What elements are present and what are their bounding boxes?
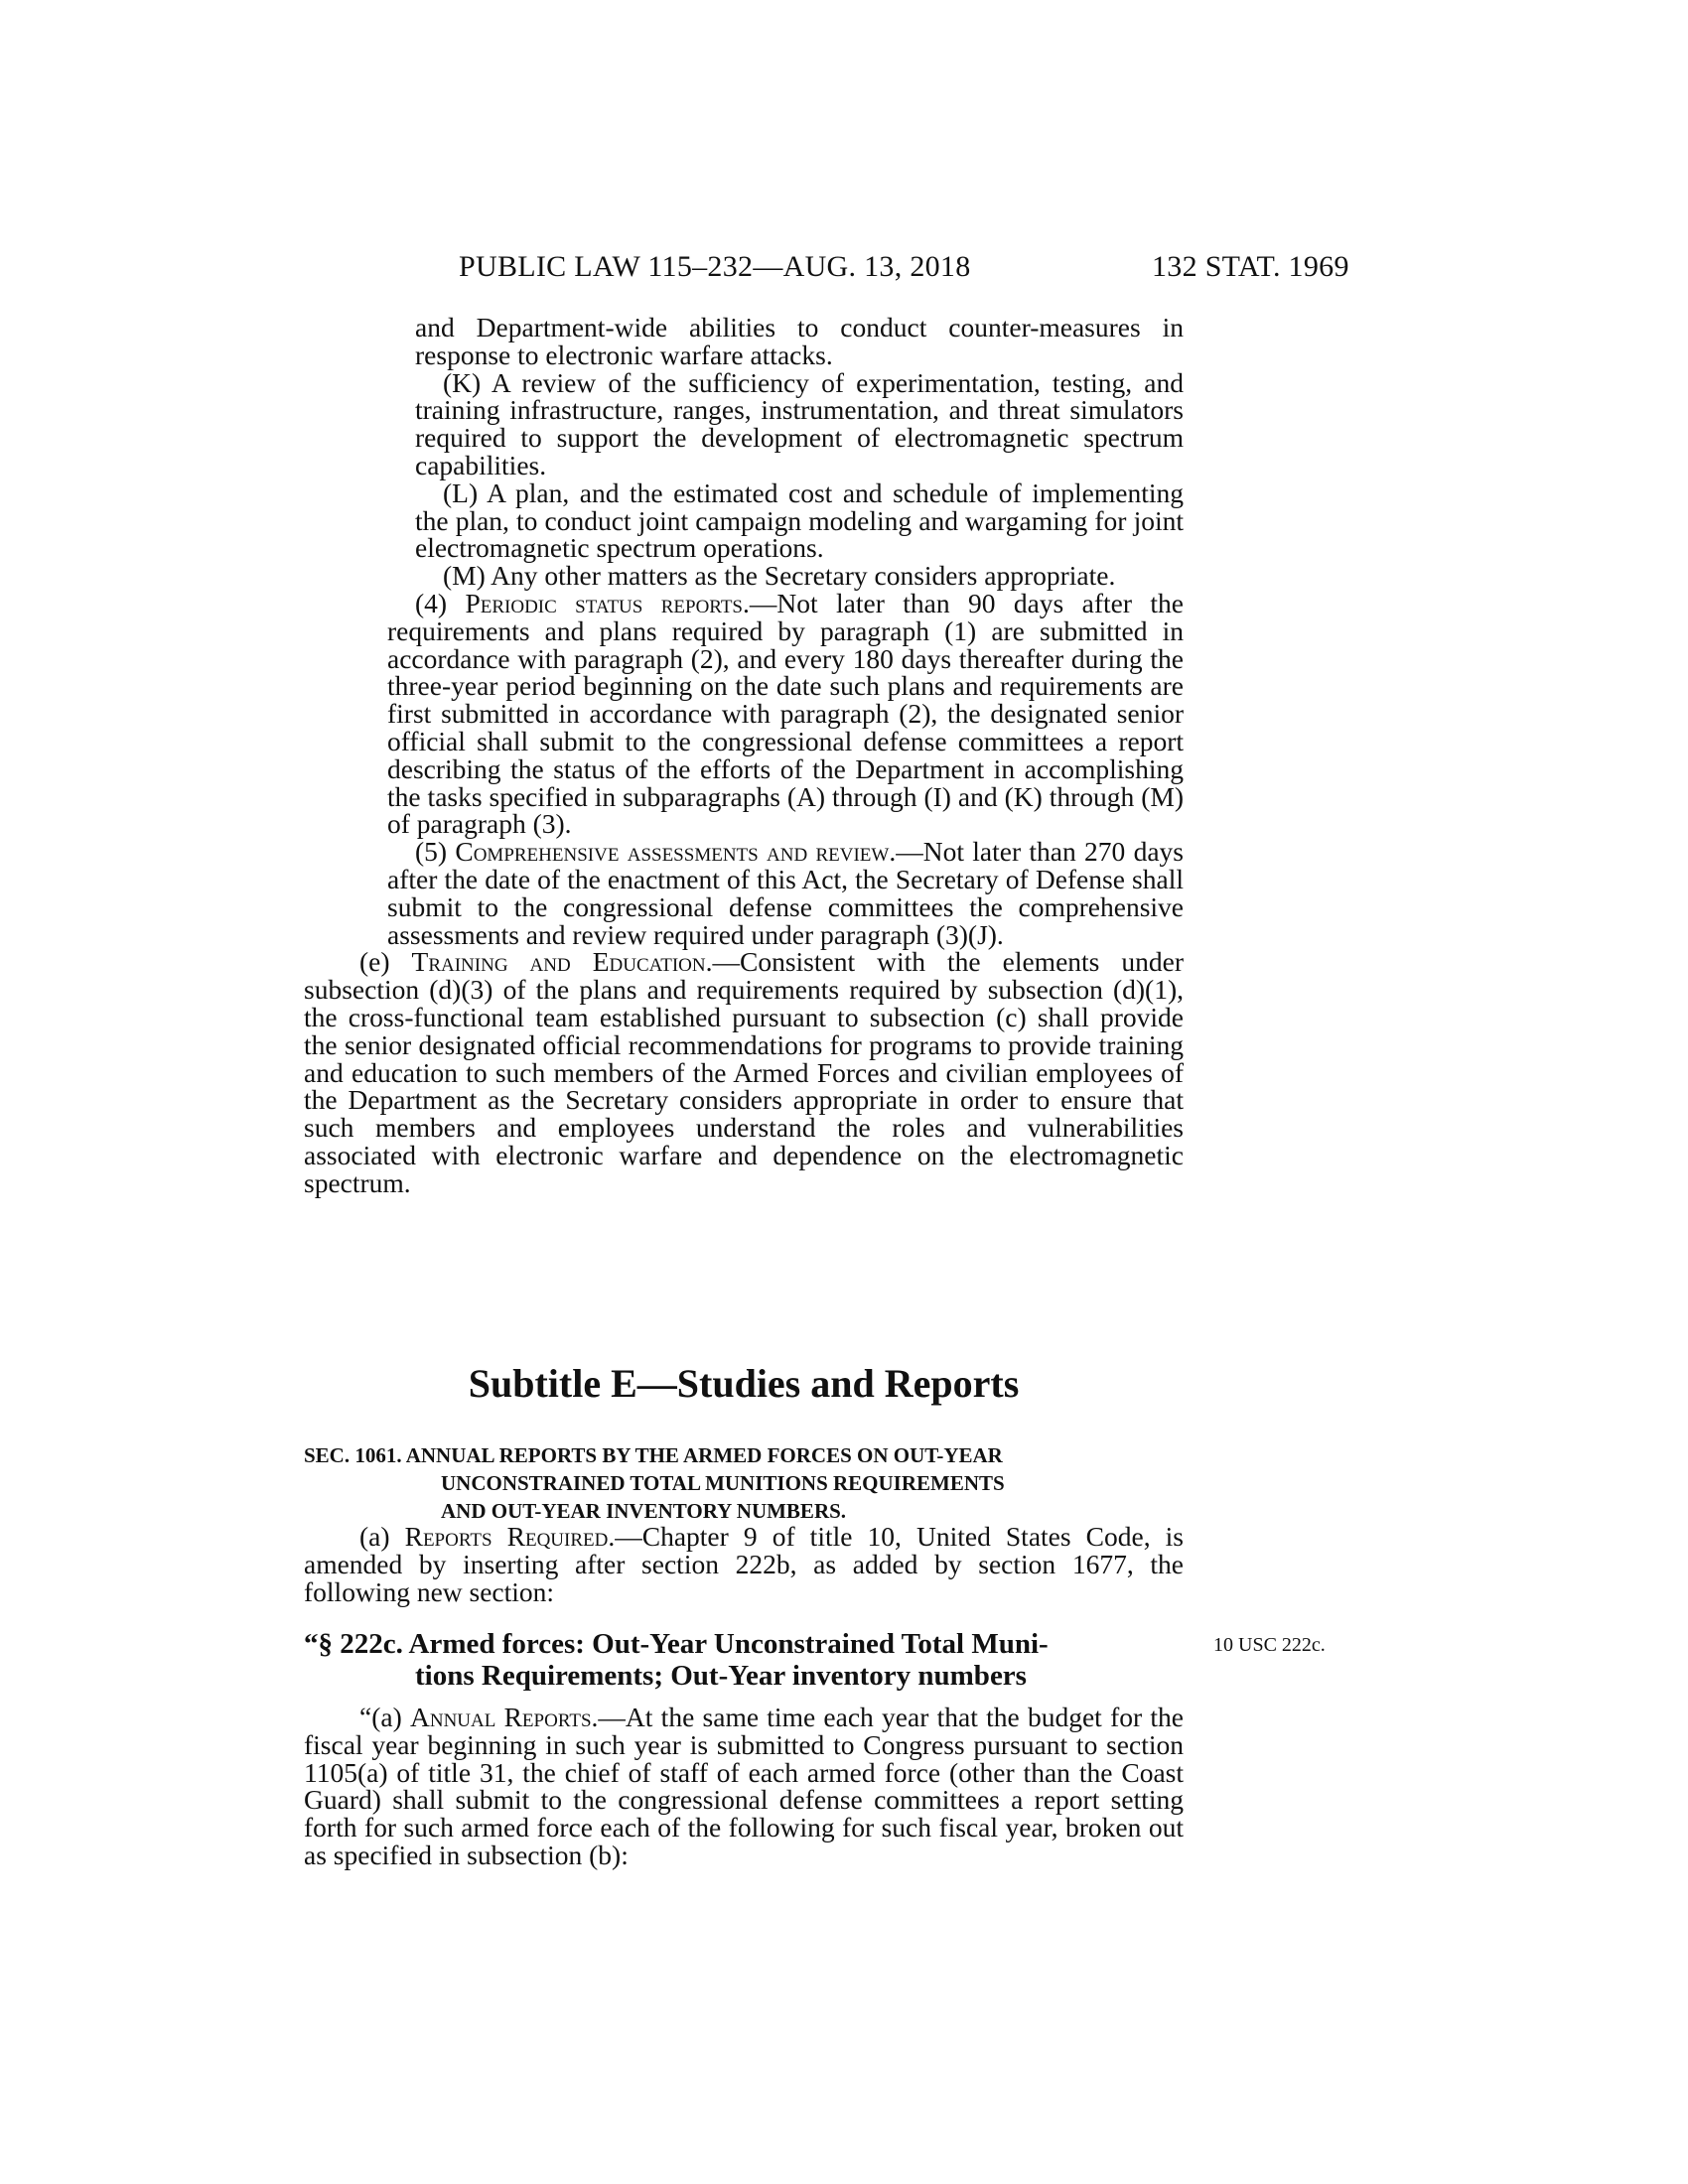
paragraph-continuation: and Department-wide abilities to conduct counter-measures in response to electronic warfare attacks.	[415, 312, 1184, 370]
paragraph-5-label: (5)	[415, 836, 456, 868]
running-header-left: PUBLIC LAW 115–232—AUG. 13, 2018	[459, 250, 971, 283]
code-section-heading	[304, 1628, 1184, 1692]
annual-reports-heading: Annual Reports	[409, 1702, 592, 1732]
code-section-heading-line1: “§ 222c. Armed forces: Out-Year Unconstrained Total Muni-	[304, 1628, 1049, 1660]
section-heading-line2: UNCONSTRAINED TOTAL MUNITIONS REQUIREMENTS	[441, 1471, 1005, 1495]
body-text-block	[304, 314, 1184, 1197]
section-heading-line3: AND OUT-YEAR INVENTORY NUMBERS.	[441, 1499, 847, 1523]
subsection-e-heading: Training and Education	[411, 946, 706, 978]
paragraph-4-text: .—Not later than 90 days after the requirements and plans required by paragraph (1) are submitted in accordance with paragraph (2), and every 180 days thereafter during the three-year period beginning on the date such plans and requirements are first submitted in accordance with paragraph (2), the designated senior official shall submit to the congressional defense committees a report describing the status of the efforts of the Department in accomplishing the tasks specified in subparagraphs (A) through (I) and (K) through (M) of paragraph (3).	[387, 587, 1184, 840]
paragraph-K: (K) A review of the sufficiency of experimentation, testing, and training infrastructure, ranges, instrumentation, and threat simulators required to support the development of electromagnetic spectrum capabilities.	[415, 366, 1184, 480]
paragraph-4-heading: Periodic status reports	[465, 587, 743, 618]
section-a-paragraph	[304, 1523, 1184, 1605]
running-header-right: 132 STAT. 1969	[1152, 250, 1349, 283]
subsection-e-label: (e)	[359, 946, 412, 978]
paragraph-4	[304, 587, 1184, 840]
annual-reports-paragraph	[304, 1704, 1184, 1869]
paragraph-5-heading: Comprehensive assessments and review	[455, 836, 890, 868]
subtitle-heading: Subtitle E—Studies and Reports	[468, 1361, 1020, 1406]
annual-reports-block	[304, 1704, 1184, 1869]
margin-citation: 10 USC 222c.	[1213, 1634, 1326, 1656]
paragraph-5-text: .—Not later than 270 days after the date of the enactment of this Act, the Secretary of Defense shall submit to the congressional defense committees the comprehensive assessments and review required under paragraph (3)(J).	[387, 836, 1184, 950]
section-a-text: .—Chapter 9 of title 10, United States Code, is amended by inserting after section 222b, as added by section 1677, the following new section:	[304, 1521, 1184, 1607]
section-a-block	[304, 1523, 1184, 1605]
subsection-e-text: .—Consistent with the elements under subsection (d)(3) of the plans and requirements required by subsection (d)(1), the cross-functional team established pursuant to subsection (c) shall provide the senior designated official recommendations for programs to provide training and education to such members of the Armed Forces and civilian employees of the Department as the Secretary considers appropriate in order to ensure that such members and employees understand the roles and vulnerabilities associated with electronic warfare and dependence on the electromagnetic spectrum.	[304, 946, 1184, 1198]
paragraph-5	[304, 838, 1184, 948]
paragraph-4-label: (4)	[415, 587, 466, 618]
section-a-heading: Reports Required	[404, 1521, 609, 1552]
section-a-label: (a)	[359, 1521, 405, 1552]
paragraph-L: (L) A plan, and the estimated cost and schedule of implementing the plan, to conduct joint campaign modeling and wargaming for joint electromagnetic spectrum operations.	[415, 477, 1184, 564]
code-section-heading-line2: tions Requirements; Out-Year inventory numbers	[415, 1660, 1027, 1692]
annual-reports-text: .—At the same time each year that the budget for the fiscal year beginning in such year is submitted to Congress pursuant to section 1105(a) of title 31, the chief of staff of each armed force (other than the Coast Guard) shall submit to the congressional defense committees a report setting forth for such armed force each of the following for such fiscal year, broken out as specified in subsection (b):	[304, 1702, 1184, 1870]
section-heading	[304, 1441, 1184, 1525]
paragraph-M: (M) Any other matters as the Secretary considers appropriate.	[443, 560, 1116, 592]
section-heading-line1: SEC. 1061. ANNUAL REPORTS BY THE ARMED FORCES ON OUT-YEAR	[304, 1443, 1003, 1467]
subsection-e	[304, 948, 1184, 1196]
annual-reports-label: “(a)	[359, 1702, 410, 1732]
